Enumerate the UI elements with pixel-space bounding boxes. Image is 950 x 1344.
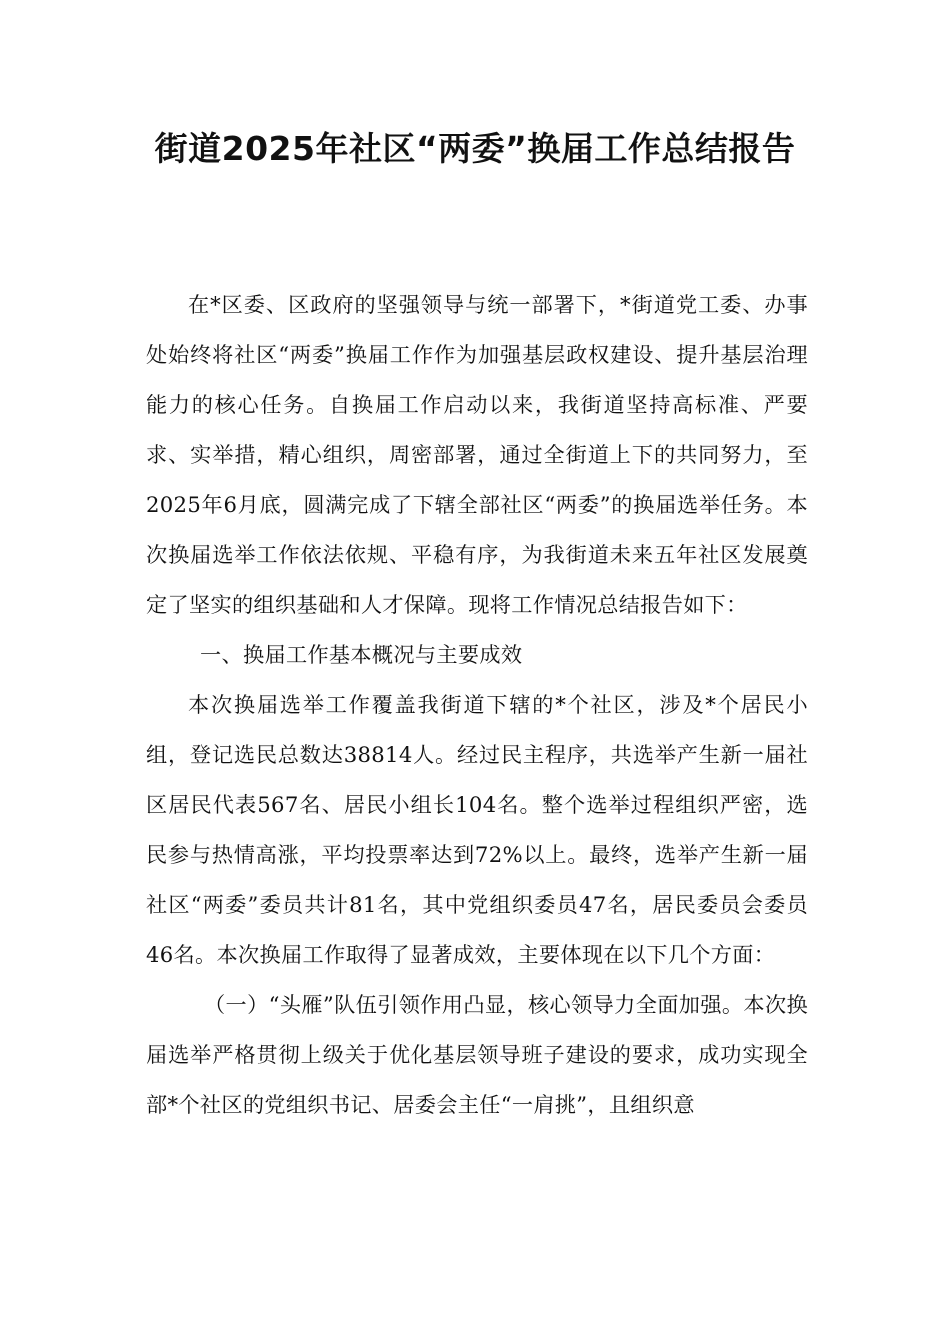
overview-paragraph: 本次换届选举工作覆盖我街道下辖的*个社区，涉及*个居民小组，登记选民总数达38814人。经过民主程序，共选举产生新一届社区居民代表567名、居民小组长104名。整个选举过程组织严密，选民参与热情高涨，平均投票率达到72%以上。最终，选举产生新一届社区“两委”委员共计81名，其中党组织委员47名，居民委员会委员46名。本次换届工作取得了显著成效，主要体现在以下几个方面： (146, 692, 808, 967)
document-title: 街道2025年社区“两委”换届工作总结报告 (154, 129, 796, 168)
intro-paragraph: 在*区委、区政府的坚强领导与统一部署下，*街道党工委、办事处始终将社区“两委”换届工作作为加强基层政权建设、提升基层治理能力的核心任务。自换届工作启动以来，我街道坚持高标准、严要求、实举措，精心组织，周密部署，通过全街道上下的共同努力，至2025年6月底，圆满完成了下辖全部社区“两委”的换届选举任务。本次换届选举工作依法依规、平稳有序，为我街道未来五年社区发展奠定了坚实的组织基础和人才保障。现将工作情况总结报告如下： (146, 292, 808, 617)
subsection-paragraph-1: （一）“头雁”队伍引领作用凸显，核心领导力全面加强。本次换届选举严格贯彻上级关于优化基层领导班子建设的要求，成功实现全部*个社区的党组织书记、居委会主任“一肩挑”，且组织意 (146, 992, 808, 1117)
document-body (146, 280, 808, 1130)
section-heading-1: 一、换届工作基本概况与主要成效 (200, 642, 523, 667)
